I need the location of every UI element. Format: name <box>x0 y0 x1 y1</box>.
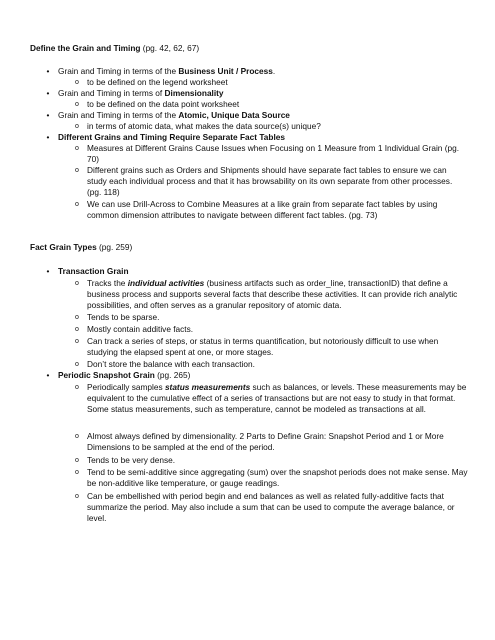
item-text: Can track a series of steps, or status in terms quantification, but notoriously difficult to use when studying the elapsed spent at one, or more stages. <box>87 336 439 358</box>
circle-bullet-icon: o <box>75 469 79 476</box>
item-bold: Atomic, Unique Data Source <box>178 110 290 120</box>
item-text: Don’t store the balance with each transaction. <box>87 359 255 369</box>
disc-bullet-icon: • <box>46 66 50 76</box>
disc-bullet-icon: • <box>46 110 50 120</box>
item-text: to be defined on the legend worksheet <box>87 77 228 87</box>
disc-bullet-icon: • <box>46 370 50 380</box>
list-item <box>46 66 470 77</box>
disc-bullet-icon: • <box>46 266 50 276</box>
item-text: Tracks the <box>87 278 128 288</box>
item-text: We can use Drill-Across to Combine Measures at a like grain from separate fact tables by using common dimension attributes to navigate between different fact tables. (pg. 73) <box>87 199 438 221</box>
circle-bullet-icon: o <box>75 79 79 86</box>
item-text: Grain and Timing in terms of the <box>58 110 179 120</box>
item-text: (business artifacts such as order_line, transactionID) that define a business process and supports several facts that describe these activities. It can provide rich analytic possibilities, and often serves as a granular repository of atomic data. <box>87 278 458 311</box>
circle-bullet-icon: o <box>75 201 79 208</box>
sub-list-item <box>75 143 468 165</box>
sub-list-item <box>75 382 468 415</box>
circle-bullet-icon: o <box>75 338 79 345</box>
sub-list-item <box>75 199 468 221</box>
list-item <box>46 88 470 99</box>
section-heading-fact-grain-types <box>30 242 132 253</box>
item-text: Mostly contain additive facts. <box>87 324 194 334</box>
item-bold: Dimensionality <box>164 88 224 98</box>
sub-list-item <box>75 324 468 335</box>
circle-bullet-icon: o <box>75 101 79 108</box>
sub-list-item <box>75 455 468 466</box>
item-text: such as balances, or levels. These measurements may be equivalent to the cumulative effect of a series of transactions but are not easy to study in that format. Some status measurements, such as temperature, cannot be modeled as transactions at all. <box>87 382 467 415</box>
sub-list-item <box>75 431 468 453</box>
sub-list-item <box>75 121 468 132</box>
sub-list-item <box>75 336 468 358</box>
item-bold-italic: status measurements <box>164 382 251 392</box>
sub-list-item <box>75 99 468 110</box>
circle-bullet-icon: o <box>75 145 79 152</box>
item-text: Tends to be sparse. <box>87 312 160 322</box>
item-bold: Periodic Snapshot Grain <box>58 370 155 380</box>
list-item-periodic-snapshot-grain <box>46 370 470 381</box>
sub-list-item <box>75 77 468 88</box>
item-text: . <box>272 66 276 76</box>
circle-bullet-icon: o <box>75 326 79 333</box>
disc-bullet-icon: • <box>46 132 50 142</box>
sub-list-item <box>75 467 468 489</box>
circle-bullet-icon: o <box>75 457 79 464</box>
list-item <box>46 110 470 121</box>
sub-list-item <box>75 359 468 370</box>
item-text: to be defined on the data point worksheet <box>87 99 240 109</box>
item-bold: Business Unit / Process <box>178 66 273 76</box>
item-text: Almost always defined by dimensionality. 2 Parts to Define Grain: Snapshot Period and 1 or More Dimensions to be sampled at the end of the period. <box>87 431 444 453</box>
item-text: Measures at Different Grains Cause Issues when Focusing on 1 Measure from 1 Individual Grain (pg. 70) <box>87 143 460 165</box>
heading-bold: Define the Grain and Timing <box>30 43 141 53</box>
circle-bullet-icon: o <box>75 314 79 321</box>
item-text: Periodically samples <box>87 382 165 392</box>
heading-pages: (pg. 259) <box>96 242 133 252</box>
section-heading-grain-timing <box>30 43 199 54</box>
list-item <box>46 132 470 143</box>
circle-bullet-icon: o <box>75 361 79 368</box>
item-text: Tend to be semi-additive since aggregating (sum) over the snapshot periods does not make sense. May be non-additive like temperature, or gauge readings. <box>87 467 468 489</box>
item-text: (pg. 265) <box>154 370 191 380</box>
heading-pages: (pg. 42, 62, 67) <box>140 43 200 53</box>
sub-list-item <box>75 165 468 198</box>
heading-bold: Fact Grain Types <box>30 242 97 252</box>
item-text: Grain and Timing in terms of <box>58 88 165 98</box>
item-bold: Different Grains and Timing Require Separate Fact Tables <box>58 132 285 142</box>
item-bold-italic: individual activities <box>127 278 205 288</box>
sub-list-item <box>75 278 468 311</box>
circle-bullet-icon: o <box>75 433 79 440</box>
item-bold: Transaction Grain <box>58 266 129 276</box>
item-text: Can be embellished with period begin and end balances as well as related fully-additive facts that summarize the period. May also include a sum that can be used to compute the average balance, or level. <box>87 491 455 524</box>
circle-bullet-icon: o <box>75 123 79 130</box>
circle-bullet-icon: o <box>75 280 79 287</box>
sub-list-item <box>75 491 468 524</box>
disc-bullet-icon: • <box>46 88 50 98</box>
item-text: Grain and Timing in terms of the <box>58 66 179 76</box>
item-text: in terms of atomic data, what makes the data source(s) unique? <box>87 121 321 131</box>
item-text: Tends to be very dense. <box>87 455 176 465</box>
sub-list-item <box>75 312 468 323</box>
list-item-transaction-grain <box>46 266 470 277</box>
circle-bullet-icon: o <box>75 493 79 500</box>
circle-bullet-icon: o <box>75 384 79 391</box>
item-text: Different grains such as Orders and Shipments should have separate fact tables to ensure we can study each individual process and that it has browsability on its own separate from other processes. (pg. 118) <box>87 165 453 198</box>
circle-bullet-icon: o <box>75 167 79 174</box>
